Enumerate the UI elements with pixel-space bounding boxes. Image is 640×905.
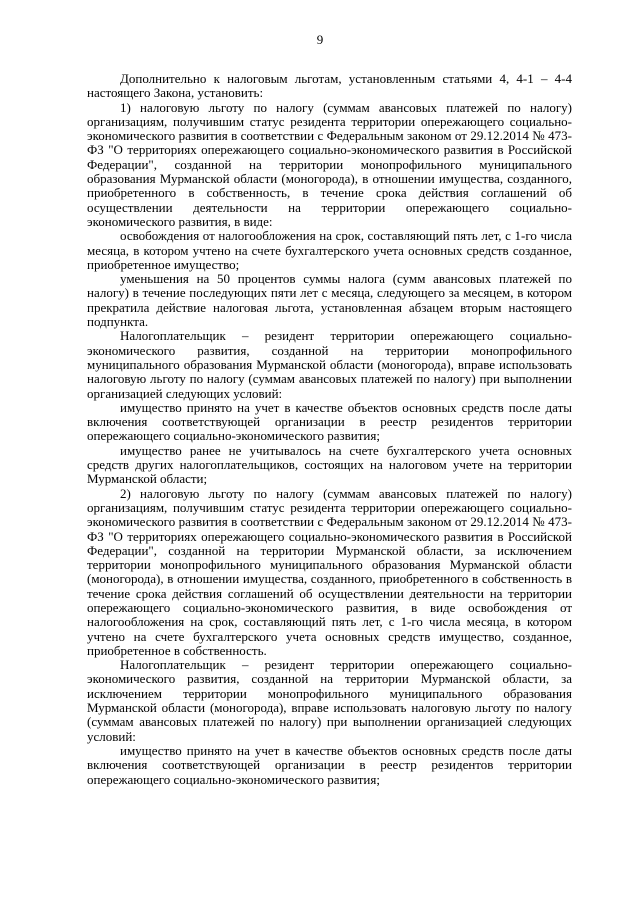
- paragraph-exemption: освобождения от налогообложения на срок, составляющий пять лет, с 1-го числа месяца, в котором учтено на счете бухгалтерского учета основных средств созданное, приобретенное имущество;: [87, 228, 572, 272]
- paragraph-taxpayer-monotown: Налогоплательщик – резидент территории опережающего социально-экономического развития, созданной на территории монопрофильного муниципального образования Мурманской области (моногорода), вправе использовать налоговую льготу по налогу (суммам авансовых платежей по налогу) при выполнении организацией следующих условий:: [87, 328, 572, 401]
- paragraph-item-1: 1) налоговую льготу по налогу (суммам авансовых платежей по налогу) организациям, получившим статус резидента территории опережающего социально-экономического развития в соответствии с Федеральным законом от 29.12.2014 № 473-ФЗ "О территориях опережающего социально-экономического развития в Российской Федерации", созданной на территории монопрофильного муниципального образования Мурманской области (моногорода), в отношении имущества, созданного, приобретенного в собственность, в течение срока действия соглашений об осуществлении деятельности на территории опережающего социально-экономического развития, в виде:: [87, 99, 572, 229]
- paragraph-condition-registry-2: имущество принято на учет в качестве объектов основных средств после даты включения соответствующей организации в реестр резидентов территории опережающего социально-экономического развития;: [87, 742, 572, 787]
- document-body: [87, 72, 572, 787]
- paragraph-condition-registry: имущество принято на учет в качестве объектов основных средств после даты включения соответствующей организации в реестр резидентов территории опережающего социально-экономического развития;: [87, 399, 572, 444]
- paragraph-reduction: уменьшения на 50 процентов суммы налога (сумм авансовых платежей по налогу) в течение последующих пяти лет с месяца, следующего за месяцем, в котором прекратила действие налоговая льгота, установленная абзацем вторым настоящего подпункта.: [87, 271, 572, 330]
- paragraph-intro: Дополнительно к налоговым льготам, установленным статьями 4, 4-1 – 4-4 настоящего Закона, установить:: [87, 71, 572, 101]
- paragraph-condition-not-accounted: имущество ранее не учитывалось на счете бухгалтерского учета основных средств других налогоплательщиков, состоящих на налоговом учете на территории Мурманской области;: [87, 442, 572, 487]
- page-number: 9: [316, 32, 324, 47]
- paragraph-item-2: 2) налоговую льготу по налогу (суммам авансовых платежей по налогу) организациям, получившим статус резидента территории опережающего социально-экономического развития в соответствии с Федеральным законом от 29.12.2014 № 473-ФЗ "О территориях опережающего социально-экономического развития в Российской Федерации", созданной на территории Мурманской области, за исключением территории монопрофильного муниципального образования Мурманской области (моногорода), в отношении имущества, созданного, приобретенного в собственность в течение срока действия соглашений об осуществлении деятельности на территории опережающего социально-экономического развития, в виде освобождения от налогообложения на срок, составляющий пять лет, с 1-го числа месяца, в котором учтено на счете бухгалтерского учета основных средств имущество, созданное, приобретенное в собственность.: [87, 485, 572, 658]
- paragraph-taxpayer-region: Налогоплательщик – резидент территории опережающего социально-экономического развития, созданной на территории Мурманской области, за исключением территории монопрофильного муниципального образования Мурманской области (моногорода), вправе использовать налоговую льготу по налогу (суммам авансовых платежей по налогу) при выполнении организацией следующих условий:: [87, 657, 572, 744]
